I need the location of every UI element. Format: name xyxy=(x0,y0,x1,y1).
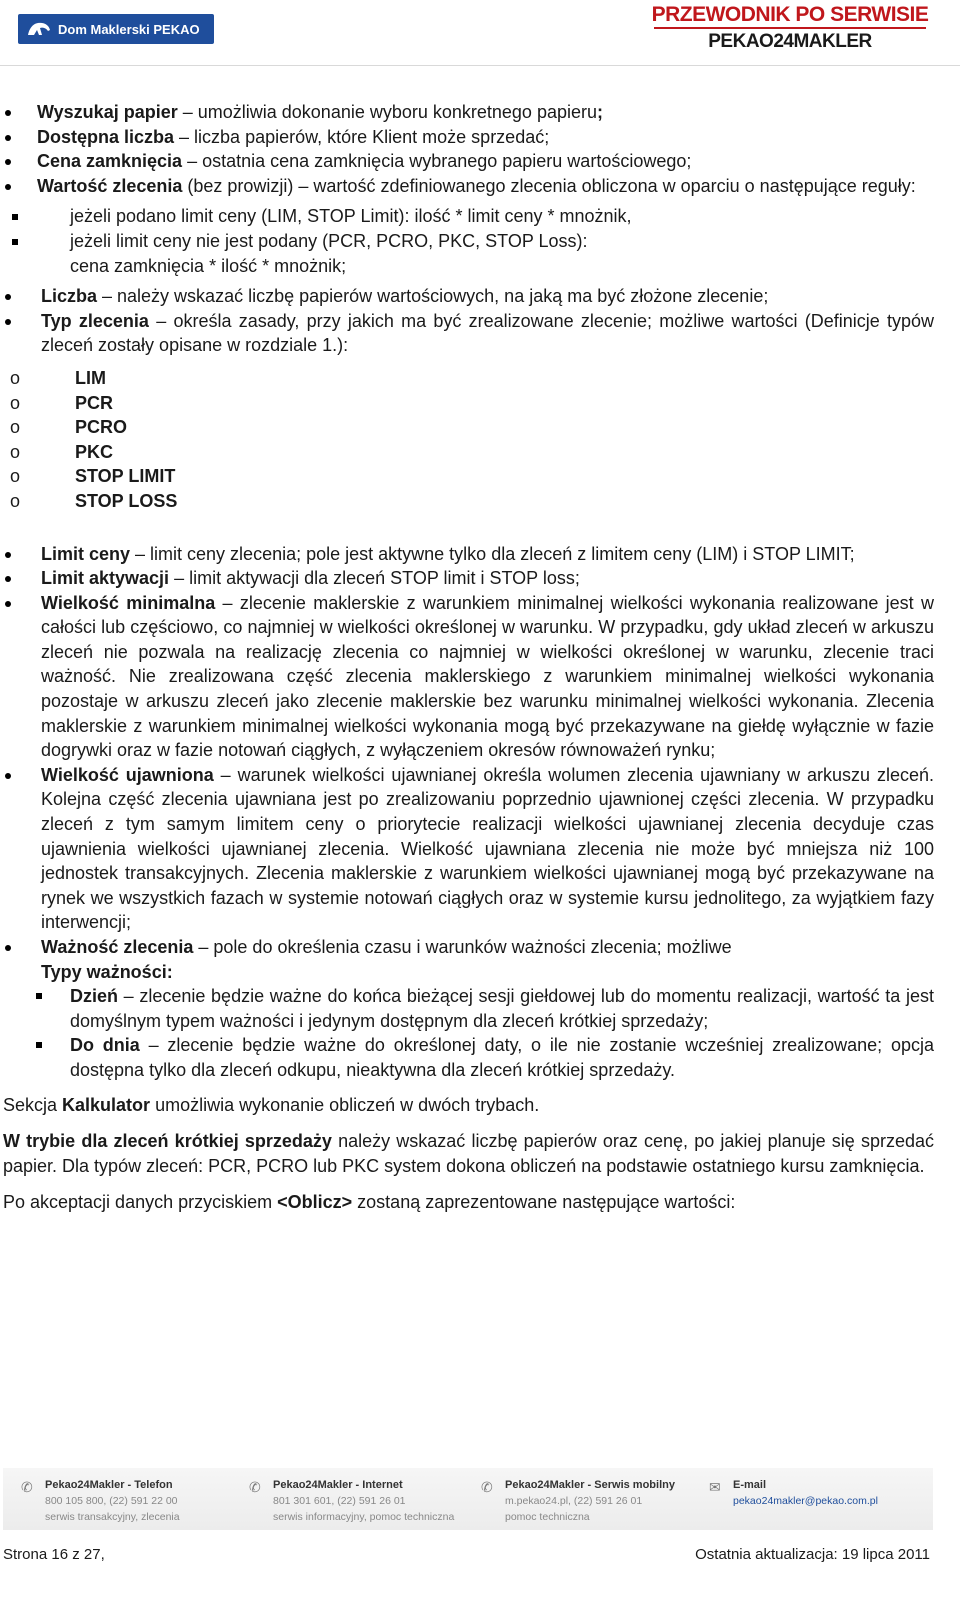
validity-term: Dzień xyxy=(70,986,119,1007)
validity-heading: Typy ważności: xyxy=(41,961,173,982)
field-desc: – liczba papierów, które Klient może sprzedać; xyxy=(174,126,550,147)
order-type-item xyxy=(0,464,960,489)
order-type-item xyxy=(0,440,960,465)
para-text: zostaną zaprezentowane następujące wartości: xyxy=(352,1192,736,1213)
list-item xyxy=(41,935,934,960)
square-bullet-icon xyxy=(36,1042,42,1048)
validity-types-list xyxy=(70,984,934,1082)
last-updated: Ostatnia aktualizacja: 19 lipca 2011 xyxy=(695,1546,930,1563)
document-body xyxy=(0,100,960,1215)
guide-title-line2: PEKAO24MAKLER xyxy=(708,31,872,52)
calculator-result-intro xyxy=(3,1190,934,1215)
list-item xyxy=(41,591,934,763)
field-term: Ważność zlecenia xyxy=(41,937,194,957)
validity-item xyxy=(70,1033,934,1082)
calculator-short-sell xyxy=(3,1129,934,1178)
contact-line: serwis transakcyjny, zlecenia xyxy=(45,1511,180,1523)
field-term: Wielkość minimalna xyxy=(41,592,216,613)
validity-item xyxy=(70,984,934,1033)
bullet-icon xyxy=(5,576,11,582)
list-item xyxy=(41,542,934,567)
list-item xyxy=(41,566,934,591)
para-text: umożliwia wykonanie obliczeń w dwóch trybach. xyxy=(150,1094,540,1115)
square-bullet-icon xyxy=(12,239,18,245)
bullet-icon xyxy=(5,945,11,951)
bullet-icon xyxy=(5,184,11,190)
order-type-label: PKC xyxy=(75,441,114,462)
circle-bullet-icon: o xyxy=(10,392,21,413)
list-item xyxy=(0,174,934,199)
field-term: Wielkość ujawniona xyxy=(41,764,214,785)
contact-internet xyxy=(249,1478,454,1524)
page-header xyxy=(0,0,960,66)
header-divider xyxy=(0,65,960,66)
para-bold: Kalkulator xyxy=(62,1094,151,1115)
order-type-label: LIM xyxy=(75,367,106,388)
rule-text: jeżeli limit ceny nie jest podany (PCR, PCRO, PKC, STOP Loss): xyxy=(70,230,588,251)
logo-text: Dom Maklerski PEKAO xyxy=(58,21,200,37)
field-term: Wartość zlecenia xyxy=(37,175,183,196)
para-bold: W trybie dla zleceń krótkiej sprzedaży xyxy=(3,1131,332,1152)
circle-bullet-icon: o xyxy=(10,417,21,438)
contact-line: m.pekao24.pl, (22) 591 26 01 xyxy=(505,1495,643,1507)
bullet-icon xyxy=(5,294,11,300)
field-term: Liczba xyxy=(41,286,98,307)
contact-title: Pekao24Makler - Internet xyxy=(273,1479,403,1491)
email-link[interactable]: pekao24makler@pekao.com.pl xyxy=(733,1495,878,1507)
contact-line: 801 301 601, (22) 591 26 01 xyxy=(273,1495,406,1507)
field-term: Cena zamknięcia xyxy=(37,151,183,172)
field-desc-tail: ; xyxy=(597,102,603,122)
field-list-2 xyxy=(41,284,934,358)
circle-bullet-icon: o xyxy=(10,441,21,462)
contact-title: Pekao24Makler - Telefon xyxy=(45,1479,173,1491)
field-list-3 xyxy=(41,542,934,985)
field-desc: – ostatnia cena zamknięcia wybranego papieru wartościowego; xyxy=(182,151,692,172)
bullet-icon xyxy=(5,319,11,325)
bullet-icon xyxy=(5,110,11,116)
para-text: należy wskazać liczbę papierów oraz cenę, po jakiej planuje się sprzedać papier. Dla typów zleceń: PCR, PCRO lub PKC system dokona obliczeń na podstawie ostatniego kursu zamknięcia. xyxy=(3,1131,934,1176)
field-term: Dostępna liczba xyxy=(37,126,175,147)
field-desc: (bez prowizji) – wartość zdefiniowanego zlecenia obliczona w oparciu o następujące reguły: xyxy=(182,175,916,196)
contact-bar xyxy=(3,1468,933,1530)
rule-text: jeżeli podano limit ceny (LIM, STOP Limit): ilość * limit ceny * mnożnik, xyxy=(70,206,632,227)
list-item xyxy=(37,149,934,174)
bullet-icon xyxy=(5,159,11,165)
list-item xyxy=(37,100,934,125)
bullet-icon xyxy=(5,135,11,141)
para-text: Po akceptacji danych przyciskiem xyxy=(3,1192,278,1213)
field-term: Limit aktywacji xyxy=(41,568,170,589)
order-type-label: STOP LOSS xyxy=(75,490,178,511)
contact-mobile xyxy=(481,1478,675,1524)
phone-icon: ✆ xyxy=(21,1479,33,1495)
oblicz-button-ref: <Oblicz> xyxy=(277,1192,353,1213)
field-desc: – określa zasady, przy jakich ma być zrealizowane zlecenie; możliwe wartości (Definicje typów zleceń zostały opisane w rozdziale 1.): xyxy=(41,310,934,356)
order-type-item xyxy=(0,489,960,514)
contact-email xyxy=(709,1478,878,1508)
field-desc: – pole do określenia czasu i warunków ważności zlecenia; możliwe xyxy=(193,937,732,957)
field-desc: – umożliwia dokonanie wyboru konkretnego papieru xyxy=(177,102,597,122)
square-bullet-icon xyxy=(36,993,42,999)
list-item xyxy=(41,309,934,358)
field-desc: – należy wskazać liczbę papierów wartościowych, na jaką ma być złożone zlecenie; xyxy=(97,286,769,307)
rule-text: cena zamknięcia * ilość * mnożnik; xyxy=(70,255,347,276)
contact-phone xyxy=(21,1478,180,1524)
order-type-item xyxy=(0,391,960,416)
contact-line: pomoc techniczna xyxy=(505,1511,590,1523)
page-footer xyxy=(0,1468,960,1608)
order-type-label: PCRO xyxy=(75,417,128,438)
calculator-intro xyxy=(3,1093,934,1118)
list-item xyxy=(41,284,934,309)
mobile-icon: ✆ xyxy=(481,1479,493,1495)
email-icon: ✉ xyxy=(709,1479,721,1495)
bullet-icon xyxy=(5,773,11,779)
footer-meta xyxy=(3,1546,930,1563)
guide-title-rule xyxy=(654,27,926,29)
field-desc: – zlecenie maklerskie z warunkiem minimalnej wielkości wykonania realizowane jest w całości lub częściowo, co najmniej w wielkości określonej w warunku. W przypadku, gdy układ zleceń w arkuszu zleceń nie pozwala na realizację zlecenia co najmniej w wielkości określonej w warunku, zlecenie traci ważność. Nie zrealizowana część zlecenia maklerskiego z warunkiem minimalnej wielkości wykonania pozostaje w arkuszu zleceń jako zlecenie maklerskie bez warunku minimalnej wielkości wykonania. Zlecenia maklerskie z warunkiem minimalnej wielkości wykonania mogą być przekazywane na giełdę wyłącznie w fazie dogrywki oraz w fazie notowań ciągłych, z wyłączeniem okresów równoważeń rynku; xyxy=(41,592,934,761)
contact-title: E-mail xyxy=(733,1479,767,1491)
order-type-label: STOP LIMIT xyxy=(75,466,176,487)
guide-title xyxy=(640,4,940,51)
bullet-icon xyxy=(5,601,11,607)
order-type-options xyxy=(0,366,960,514)
circle-bullet-icon: o xyxy=(10,367,21,388)
field-term: Typ zlecenia xyxy=(41,310,149,331)
page-number: Strona 16 z 27, xyxy=(3,1546,105,1563)
validity-desc: – zlecenie będzie ważne do określonej daty, o ile nie zostanie wcześniej zrealizowane; opcja dostępna tylko dla zleceń odkupu, nieaktywna dla zleceń krótkiej sprzedaży. xyxy=(70,1035,935,1080)
contact-title: Pekao24Makler - Serwis mobilny xyxy=(505,1479,675,1491)
dm-pekao-logo xyxy=(18,14,214,44)
contact-line: serwis informacyjny, pomoc techniczna xyxy=(273,1511,455,1523)
bison-logo-icon xyxy=(26,19,52,39)
order-type-item xyxy=(0,415,960,440)
list-item xyxy=(37,125,934,150)
validity-desc: – zlecenie będzie ważne do końca bieżącej sesji giełdowej lub do momentu realizacji, wartość ta jest domyślnym typem ważności i jedynym dostępnym dla zleceń krótkiej sprzedaży; xyxy=(70,986,934,1031)
field-desc: – limit ceny zlecenia; pole jest aktywne tylko dla zleceń z limitem ceny (LIM) i STOP LIMIT; xyxy=(130,543,855,564)
field-term: Wyszukaj papier xyxy=(37,102,178,122)
rule-continuation xyxy=(70,254,934,279)
field-desc: – limit aktywacji dla zleceń STOP limit i STOP loss; xyxy=(169,568,580,589)
circle-bullet-icon: o xyxy=(10,466,21,487)
order-type-item xyxy=(0,366,960,391)
guide-title-line1: PRZEWODNIK PO SERWISIE xyxy=(651,3,929,26)
value-rules-list xyxy=(70,204,934,278)
square-bullet-icon xyxy=(12,214,18,220)
rule-item xyxy=(70,229,934,254)
rule-item xyxy=(70,204,934,229)
field-list-1 xyxy=(37,100,934,198)
para-text: Sekcja xyxy=(3,1094,63,1115)
bullet-icon xyxy=(5,552,11,558)
list-item xyxy=(41,763,934,935)
circle-bullet-icon: o xyxy=(10,490,21,511)
validity-term: Do dnia xyxy=(70,1035,140,1056)
order-type-label: PCR xyxy=(75,392,114,413)
contact-line: 800 105 800, (22) 591 22 00 xyxy=(45,1495,178,1507)
field-term: Limit ceny xyxy=(41,543,131,564)
internet-icon: ✆ xyxy=(249,1479,261,1495)
field-desc: – warunek wielkości ujawnianej określa wolumen zlecenia ujawniany w arkuszu zleceń. Kolejna część zlecenia ujawniana jest po zrealizowaniu poprzednio ujawnionej części zlecenia. W przypadku zleceń z tym samym limitem ceny o priorytecie realizacji wielkości ujawnianej zlecenia decyduje czas ujawnienia wielkości ujawnianej zlecenia. Wielkość ujawniana zlecenia nie może być mniejsza niż 100 jednostek transakcyjnych. Zlecenia maklerskie z warunkiem wielkości ujawnianej mogą być przekazywane na rynek we wszystkich fazach w systemie notowań ciągłych oraz w systemie kursu jednolitego, za wyjątkiem fazy interwencji; xyxy=(41,764,934,933)
